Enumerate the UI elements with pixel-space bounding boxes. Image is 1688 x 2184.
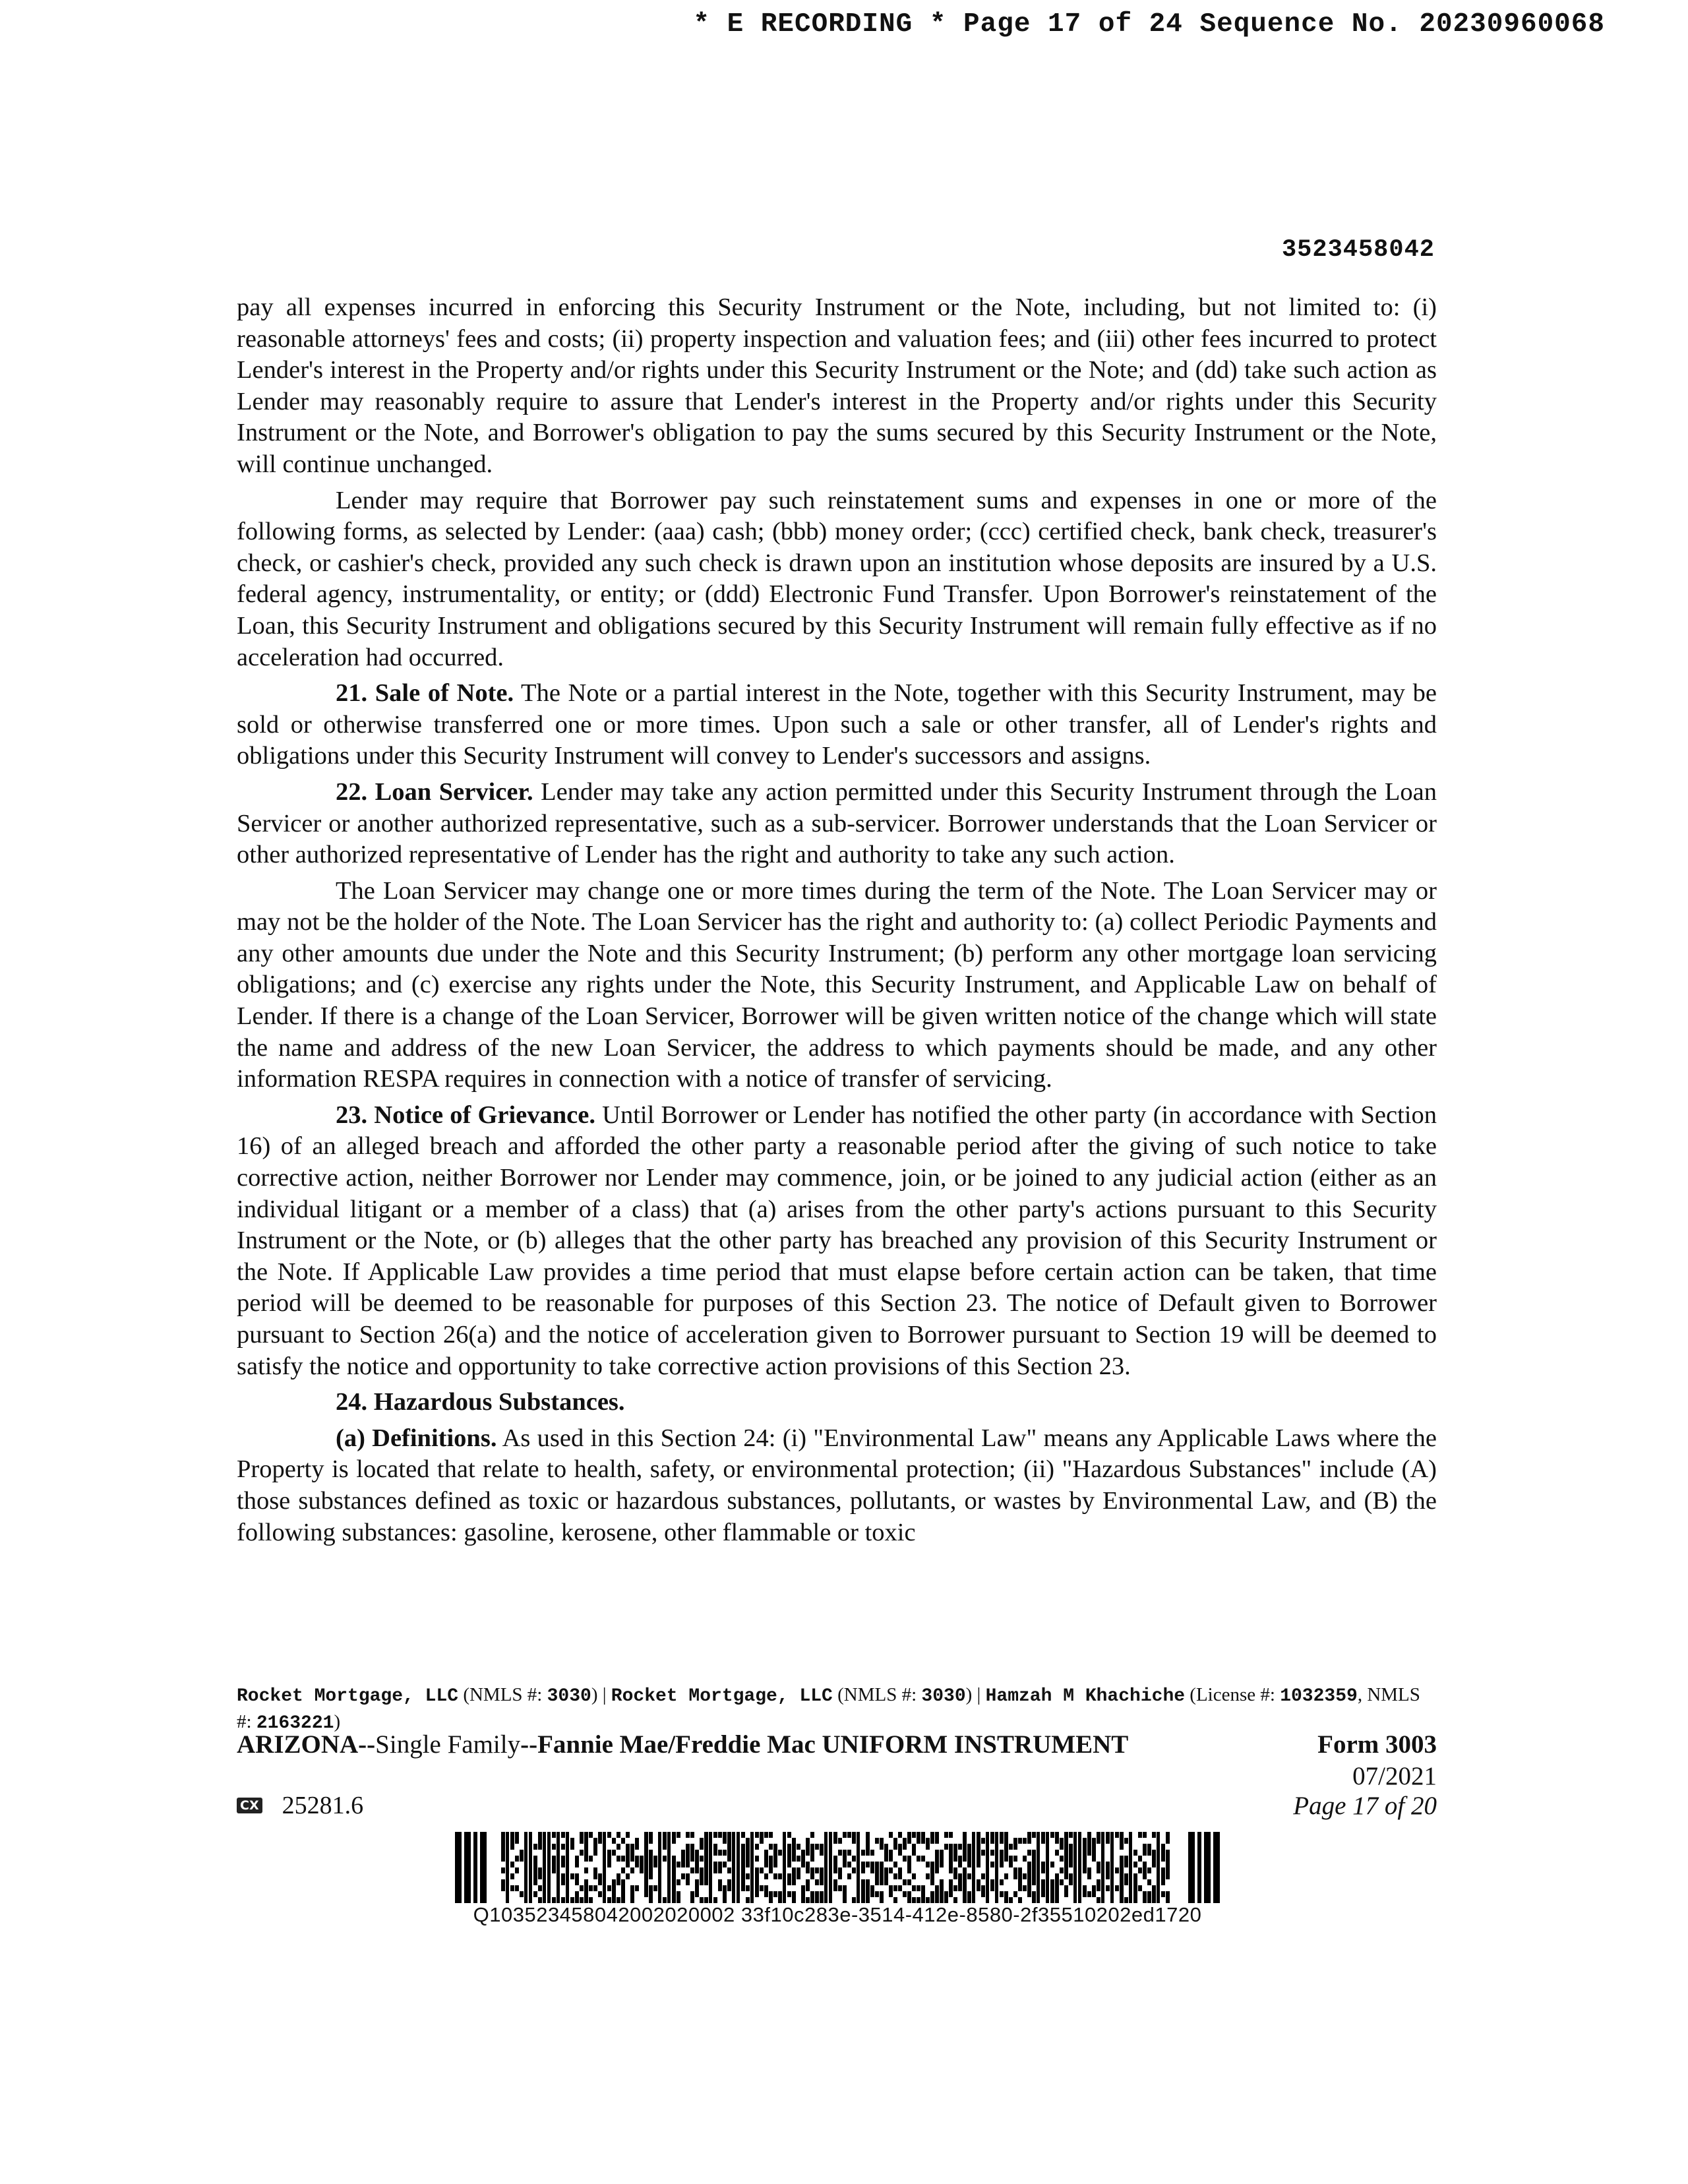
nmls-label: (NMLS #: xyxy=(832,1684,922,1705)
document-code-number: 25281.6 xyxy=(282,1792,364,1819)
section-21-text: The Note or a partial interest in the Note, together with this Security Instrument, may be sold or otherwise transferred one or more times. Upon such a sale or other transfer, all of Lender's rights and obligations under this Security Instrument will convey to Lender's successors and assigns. xyxy=(237,679,1437,770)
instrument-title: --Fannie Mae/Freddie Mac UNIFORM INSTRUMENT xyxy=(520,1730,1129,1759)
recording-header: * E RECORDING * Page 17 of 24 Sequence No. 20230960068 xyxy=(693,9,1605,40)
license-number: 1032359 xyxy=(1280,1686,1358,1707)
paragraph-reinstatement-expenses: pay all expenses incurred in enforcing this Security Instrument or the Note, including, but not limited to: (i) reasonable attorneys' fees and costs; (ii) property inspection and valuation fees; and (iii) other fees incurred to protect Lender's interest in the Property and/or rights under this Security Instrument or the Note; and (dd) take such action as Lender may reasonably require to assure that Lender's interest in the Property and/or rights under this Security Instrument or the Note, and Borrower's obligation to pay the sums secured by this Security Instrument or the Note, will continue unchanged. xyxy=(237,293,1437,478)
section-21 xyxy=(237,678,1437,772)
property-type: Single Family xyxy=(375,1730,521,1759)
section-24a-heading: (a) Definitions. xyxy=(336,1424,497,1452)
nmls-number: 3030 xyxy=(547,1686,591,1707)
nmls-label: (NMLS #: xyxy=(458,1684,547,1705)
section-22-text: Lender may take any action permitted under this Security Instrument through the Loan Servicer or another authorized representative, such as a sub-servicer. Borrower understands that the Loan Servicer or other authorized representative of Lender has the right and authority to take any such action. xyxy=(237,777,1437,869)
section-23-heading: 23. Notice of Grievance. xyxy=(336,1101,595,1129)
section-23 xyxy=(237,1100,1437,1382)
separator: ) | xyxy=(965,1684,986,1705)
section-21-heading: 21. Sale of Note. xyxy=(336,679,514,708)
closing-paren: ) xyxy=(334,1711,341,1732)
section-24a xyxy=(237,1423,1437,1548)
document-code xyxy=(237,1791,363,1820)
section-24-heading: 24. Hazardous Substances. xyxy=(336,1388,625,1416)
barcode xyxy=(455,1832,1220,1903)
separator: ) | xyxy=(591,1684,611,1705)
lender-name: Rocket Mortgage, LLC xyxy=(237,1686,459,1707)
section-22-heading: 22. Loan Servicer. xyxy=(336,777,533,806)
loan-number: 3523458042 xyxy=(1281,236,1435,264)
document-body xyxy=(237,292,1437,1553)
paragraph-loan-servicer-change: The Loan Servicer may change one or more times during the term of the Note. The Loan Servicer may or may not be the holder of the Note. The Loan Servicer has the right and authority to: (a) collect Periodic Payments and any other amounts due under the Note and this Security Instrument; (b) perform any other mortgage loan servicing obligations; and (c) exercise any rights under the Note, this Security Instrument, and Applicable Law on behalf of Lender. If there is a change of the Loan Servicer, Borrower will be given written notice of the change which will state the name and address of the new Loan Servicer, the address to which payments should be made, and any other information RESPA requires in connection with a notice of transfer of servicing. xyxy=(237,876,1437,1093)
nmls-number: 3030 xyxy=(921,1686,966,1707)
loan-originator-name: Hamzah M Khachiche xyxy=(985,1686,1186,1707)
state-name: ARIZONA-- xyxy=(237,1730,376,1759)
originator-nmls-number: 2163221 xyxy=(256,1713,334,1734)
page-indicator: Page 17 of 20 xyxy=(1293,1792,1437,1820)
barcode-text: Q103523458042002020002 33f10c283e-3514-412e-8580-2f35510202ed1720 xyxy=(473,1903,1202,1926)
form-title-line xyxy=(237,1730,1437,1760)
lender-name: Rocket Mortgage, LLC xyxy=(611,1686,833,1707)
form-number: Form 3003 xyxy=(1317,1730,1437,1759)
section-22 xyxy=(237,777,1437,871)
nmls-label: , NMLS #: xyxy=(237,1684,1420,1732)
section-24 xyxy=(237,1387,1437,1418)
section-23-text: Until Borrower or Lender has notified the other party (in accordance with Section 16) of an alleged breach and afforded the other party a reasonable period after the giving of such notice to take corrective action, neither Borrower nor Lender may commence, join, or be joined to any judicial action (either as an individual litigant or a member of a class) that (a) arises from the other party's actions pursuant to this Security Instrument or the Note, or (b) alleges that the other party has breached any provision of this Security Instrument or the Note. If Applicable Law provides a time period that must elapse before certain action can be taken, that time period will be deemed to be reasonable for purposes of this Section 23. The notice of Default given to Borrower pursuant to Section 26(a) and the notice of acceleration given to Borrower pursuant to Section 19 will be deemed to satisfy the notice and opportunity to take corrective action provisions of this Section 23. xyxy=(237,1101,1437,1380)
footer-lender-info xyxy=(237,1682,1437,1736)
cx-logo-icon: CX xyxy=(237,1798,262,1813)
paragraph-reinstatement-forms: Lender may require that Borrower pay such reinstatement sums and expenses in one or more of the following forms, as selected by Lender: (aaa) cash; (bbb) money order; (ccc) certified check, bank check, treasurer's check, or cashier's check, provided any such check is drawn upon an institution whose deposits are insured by a U.S. federal agency, instrumentality, or entity; or (ddd) Electronic Fund Transfer. Upon Borrower's reinstatement of the Loan, this Security Instrument and obligations secured by this Security Instrument will remain fully effective as if no acceleration had occurred. xyxy=(237,486,1437,671)
form-date: 07/2021 xyxy=(1352,1762,1437,1790)
license-label: (License #: xyxy=(1185,1684,1281,1705)
section-24a-text: As used in this Section 24: (i) "Environmental Law" means any Applicable Laws where the Property is located that relate to health, safety, or environmental protection; (ii) "Hazardous Substances" include (A) those substances defined as toxic or hazardous substances, pollutants, or wastes by Environmental Law, and (B) the following substances: gasoline, kerosene, other flammable or toxic xyxy=(237,1424,1437,1546)
